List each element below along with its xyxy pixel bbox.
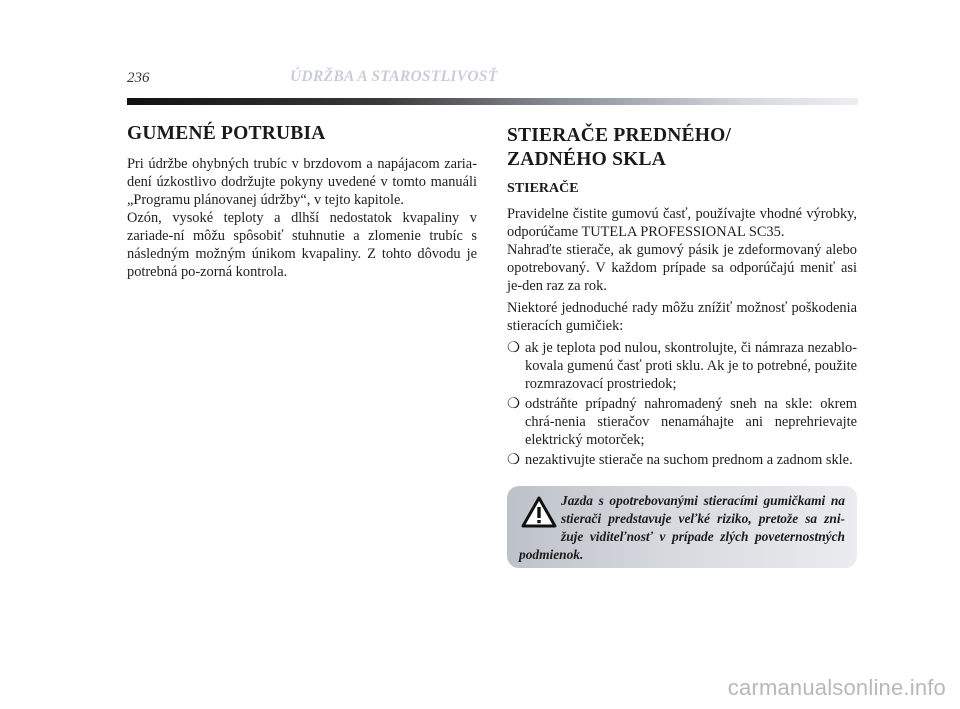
- right-paragraph: Pravidelne čistite gumovú časť, používajte vhodné výrobky, odporúčame TUTELA PROFESSIONAL SC35.: [507, 206, 857, 240]
- warning-box: [507, 486, 857, 568]
- warning-text-block: [519, 492, 845, 564]
- list-item: [507, 395, 857, 449]
- left-paragraph: Pri údržbe ohybných trubíc v brzdovom a napájacom zaria-dení úzkostlivo dodržujte pokyny uvedené v tomto manuáli „Programu plánovanej údržby“, v tejto kapitole.: [127, 156, 477, 208]
- list-item-text: odstráňte prípadný nahromadený sneh na skle: okrem chrá-nenia stieračov nenamáhajte ani neprehrievajte elektrický motorček;: [525, 396, 857, 448]
- right-paragraph: Nahraďte stierače, ak gumový pásik je zdeformovaný alebo opotrebovaný. V každom prípade sa odporúčajú meniť asi je-den raz za rok.: [507, 242, 857, 294]
- page-number: 236: [127, 70, 150, 86]
- right-column-title-line1: STIERAČE PREDNÉHO/: [507, 125, 732, 146]
- right-column-subtitle: STIERAČE: [507, 181, 579, 196]
- left-paragraph: Ozón, vysoké teploty a dlhší nedostatok kvapaliny v zariade-ní môžu spôsobiť stuhnutie a zlomenie trubíc s následným možným únikom kvapaliny. Z tohto dôvodu je potrebná po-zorná kontrola.: [127, 210, 477, 280]
- bullet-circle-icon: ❍: [507, 396, 520, 412]
- list-item: [507, 451, 857, 469]
- right-column-title-line2: ZADNÉHO SKLA: [507, 149, 666, 170]
- bullet-circle-icon: ❍: [507, 340, 520, 356]
- list-item-text: ak je teplota pod nulou, skontrolujte, či námraza nezablo-kovala gumenú časť proti sklu. Ak je to potrebné, použite rozmrazovací prostriedok;: [525, 340, 857, 392]
- bullet-circle-icon: ❍: [507, 452, 520, 468]
- section-header: ÚDRŽBA A STAROSTLIVOSŤ: [290, 68, 498, 85]
- right-paragraph: Niektoré jednoduché rady môžu znížiť možnosť poškodenia stieracích gumičiek:: [507, 300, 857, 334]
- header-rule: [127, 98, 858, 105]
- warning-text: Jazda s opotrebovanými stieracími gumičkami na stierači predstavuje veľké riziko, pretože sa zni-žuje viditeľnosť v prípade zlých poveternostných podmienok.: [519, 493, 845, 562]
- right-column: [507, 124, 857, 469]
- left-column: [127, 122, 477, 281]
- right-column-title: [507, 124, 857, 172]
- left-column-title: GUMENÉ POTRUBIA: [127, 123, 326, 144]
- list-item: [507, 339, 857, 393]
- list-item-text: nezaktivujte stierače na suchom prednom a zadnom skle.: [525, 452, 853, 468]
- watermark: carmanualsonline.info: [727, 675, 946, 700]
